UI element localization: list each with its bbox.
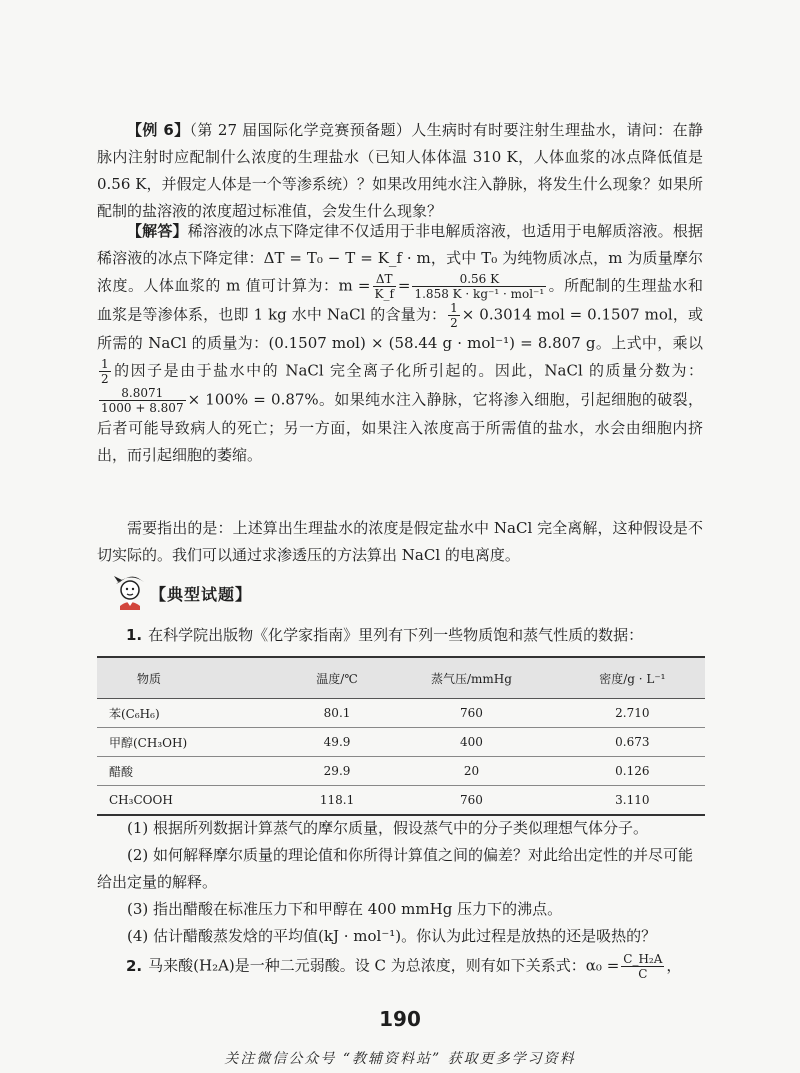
fraction-alpha-zero: $\frac{\text{C\_H₂A}}{C}$ (623, 952, 663, 981)
sub-question-1: (1) 根据所列数据计算蒸气的摩尔质量，假设蒸气中的分子类似理想气体分子。 (127, 819, 649, 837)
table-cell: 400 (383, 728, 559, 757)
table-cell: 20 (383, 757, 559, 786)
example-6-paragraph (97, 117, 703, 225)
table-row (97, 699, 705, 728)
question-2 (126, 952, 681, 981)
section-heading (112, 570, 412, 610)
vapor-data-table (97, 656, 705, 816)
answer-text-3: × 0.3014 mol = 0.1507 mol，或所需的 NaCl 的质量为：(0.1507 mol) × (58.44 g · mol⁻¹) = 8.807 g。上式中，乘以 (97, 305, 703, 352)
table-row (97, 786, 705, 816)
answer-text-5: × 100% = 0.87%。如果纯水注入静脉，它将渗入细胞，引起细胞的破裂，后者可能导致病人的死亡；另一方面，如果注入浓度高于所需值的盐水，水会由细胞内挤出，而引起细胞的萎缩。 (97, 390, 703, 464)
fraction-half: $\frac{1}{2}$ (450, 301, 458, 330)
cartoon-student-icon (112, 570, 148, 610)
col-header: 温度/℃ (291, 657, 383, 699)
table-cell: 29.9 (291, 757, 383, 786)
example-text: （第 27 届国际化学竞赛预备题）人生病时有时要注射生理盐水，请问：在静脉内注射时应配制什么浓度的生理盐水（已知人体体温 310 K，人体血浆的冰点降低值是 0.56 K，并假定人体是一个等渗系统）？如果改用纯水注入静脉，将发生什么现象？如果所配制的盐溶液的浓度超过标准值，会发生什么现象？ (97, 121, 703, 220)
col-header: 密度/g · L⁻¹ (560, 657, 705, 699)
question-2-text: 马来酸(H₂A)是一种二元弱酸。设 C 为总浓度，则有如下关系式：α₀ = (148, 956, 620, 975)
fraction-delta-t-over-kf: $\frac{\Delta T}{K\_f}$ (374, 272, 394, 301)
col-header: 蒸气压/mmHg (383, 657, 559, 699)
fraction-half-2: $\frac{1}{2}$ (101, 357, 109, 386)
sub-question-2: (2) 如何解释摩尔质量的理论值和你所得计算值之间的偏差？对此给出定性的并尽可能给出定量的解释。 (97, 846, 694, 891)
table-cell: 0.126 (560, 757, 705, 786)
question-2-number: 2. (126, 956, 143, 975)
table-cell: 760 (383, 786, 559, 816)
answer-text-4: 的因子是由于盐水中的 NaCl 完全离子化所引起的。因此，NaCl 的质量分数为： (112, 361, 703, 380)
table-cell: 醋酸 (97, 757, 291, 786)
watermark-footer: 关注微信公众号 “教辅资料站” 获取更多学习资料 (224, 1051, 576, 1067)
question-1-text: 在科学院出版物《化学家指南》里列有下列一些物质饱和蒸气性质的数据： (148, 626, 644, 644)
page-number: 190 (379, 1007, 421, 1031)
table-cell: CH₃COOH (97, 786, 291, 816)
question-1 (126, 624, 643, 646)
table-cell: 2.710 (560, 699, 705, 728)
table-cell: 0.673 (560, 728, 705, 757)
table-cell: 80.1 (291, 699, 383, 728)
answer-text-1: 稀溶液的冰点下降定律不仅适用于非电解质溶液，也适用于电解质溶液。根据稀溶液的冰点下降定律：ΔT = T₀ − T = K_f · m，式中 T₀ 为纯物质冰点，m 为质量摩尔浓度。人体血浆的 m 值可计算为：m = (97, 222, 703, 295)
table-cell: 760 (383, 699, 559, 728)
sub-question-3: (3) 指出醋酸在标准压力下和甲醇在 400 mmHg 压力下的沸点。 (127, 900, 563, 918)
table-header-row (97, 657, 705, 699)
table-cell: 118.1 (291, 786, 383, 816)
fraction-molality: $\frac{0.56 K}{\text{1.858 K · kg⁻¹ · mol⁻¹}}$ (414, 272, 545, 301)
fraction-mass-percent: $\frac{8.8071}{1000 + 8.807}$ (101, 386, 184, 415)
question-2-tail: ， (666, 956, 682, 975)
table-row (97, 728, 705, 757)
answer-paragraph (97, 218, 703, 469)
table-cell: 49.9 (291, 728, 383, 757)
example-tag: 【例 6】 (127, 121, 190, 139)
answer-tag: 【解答】 (127, 222, 188, 240)
table-cell: 苯(C₆H₆) (97, 699, 291, 728)
sub-question-4: (4) 估计醋酸蒸发焓的平均值(kJ · mol⁻¹)。你认为此过程是放热的还是吸热的？ (127, 927, 657, 945)
answer-text-2: 。所配制的生理盐水和血浆是等渗体系，也即 1 kg 水中 NaCl 的含量为： (97, 276, 703, 324)
equals-sign: = (397, 276, 411, 295)
question-1-number: 1. (126, 626, 143, 644)
col-header: 物质 (97, 657, 291, 699)
table-row (97, 757, 705, 786)
section-title: 【典型试题】 (150, 585, 253, 604)
table-cell: 3.110 (560, 786, 705, 816)
note-paragraph: 需要指出的是：上述算出生理盐水的浓度是假定盐水中 NaCl 完全离解，这种假设是不切实际的。我们可以通过求渗透压的方法算出 NaCl 的电离度。 (97, 519, 703, 564)
table-cell: 甲醇(CH₃OH) (97, 728, 291, 757)
